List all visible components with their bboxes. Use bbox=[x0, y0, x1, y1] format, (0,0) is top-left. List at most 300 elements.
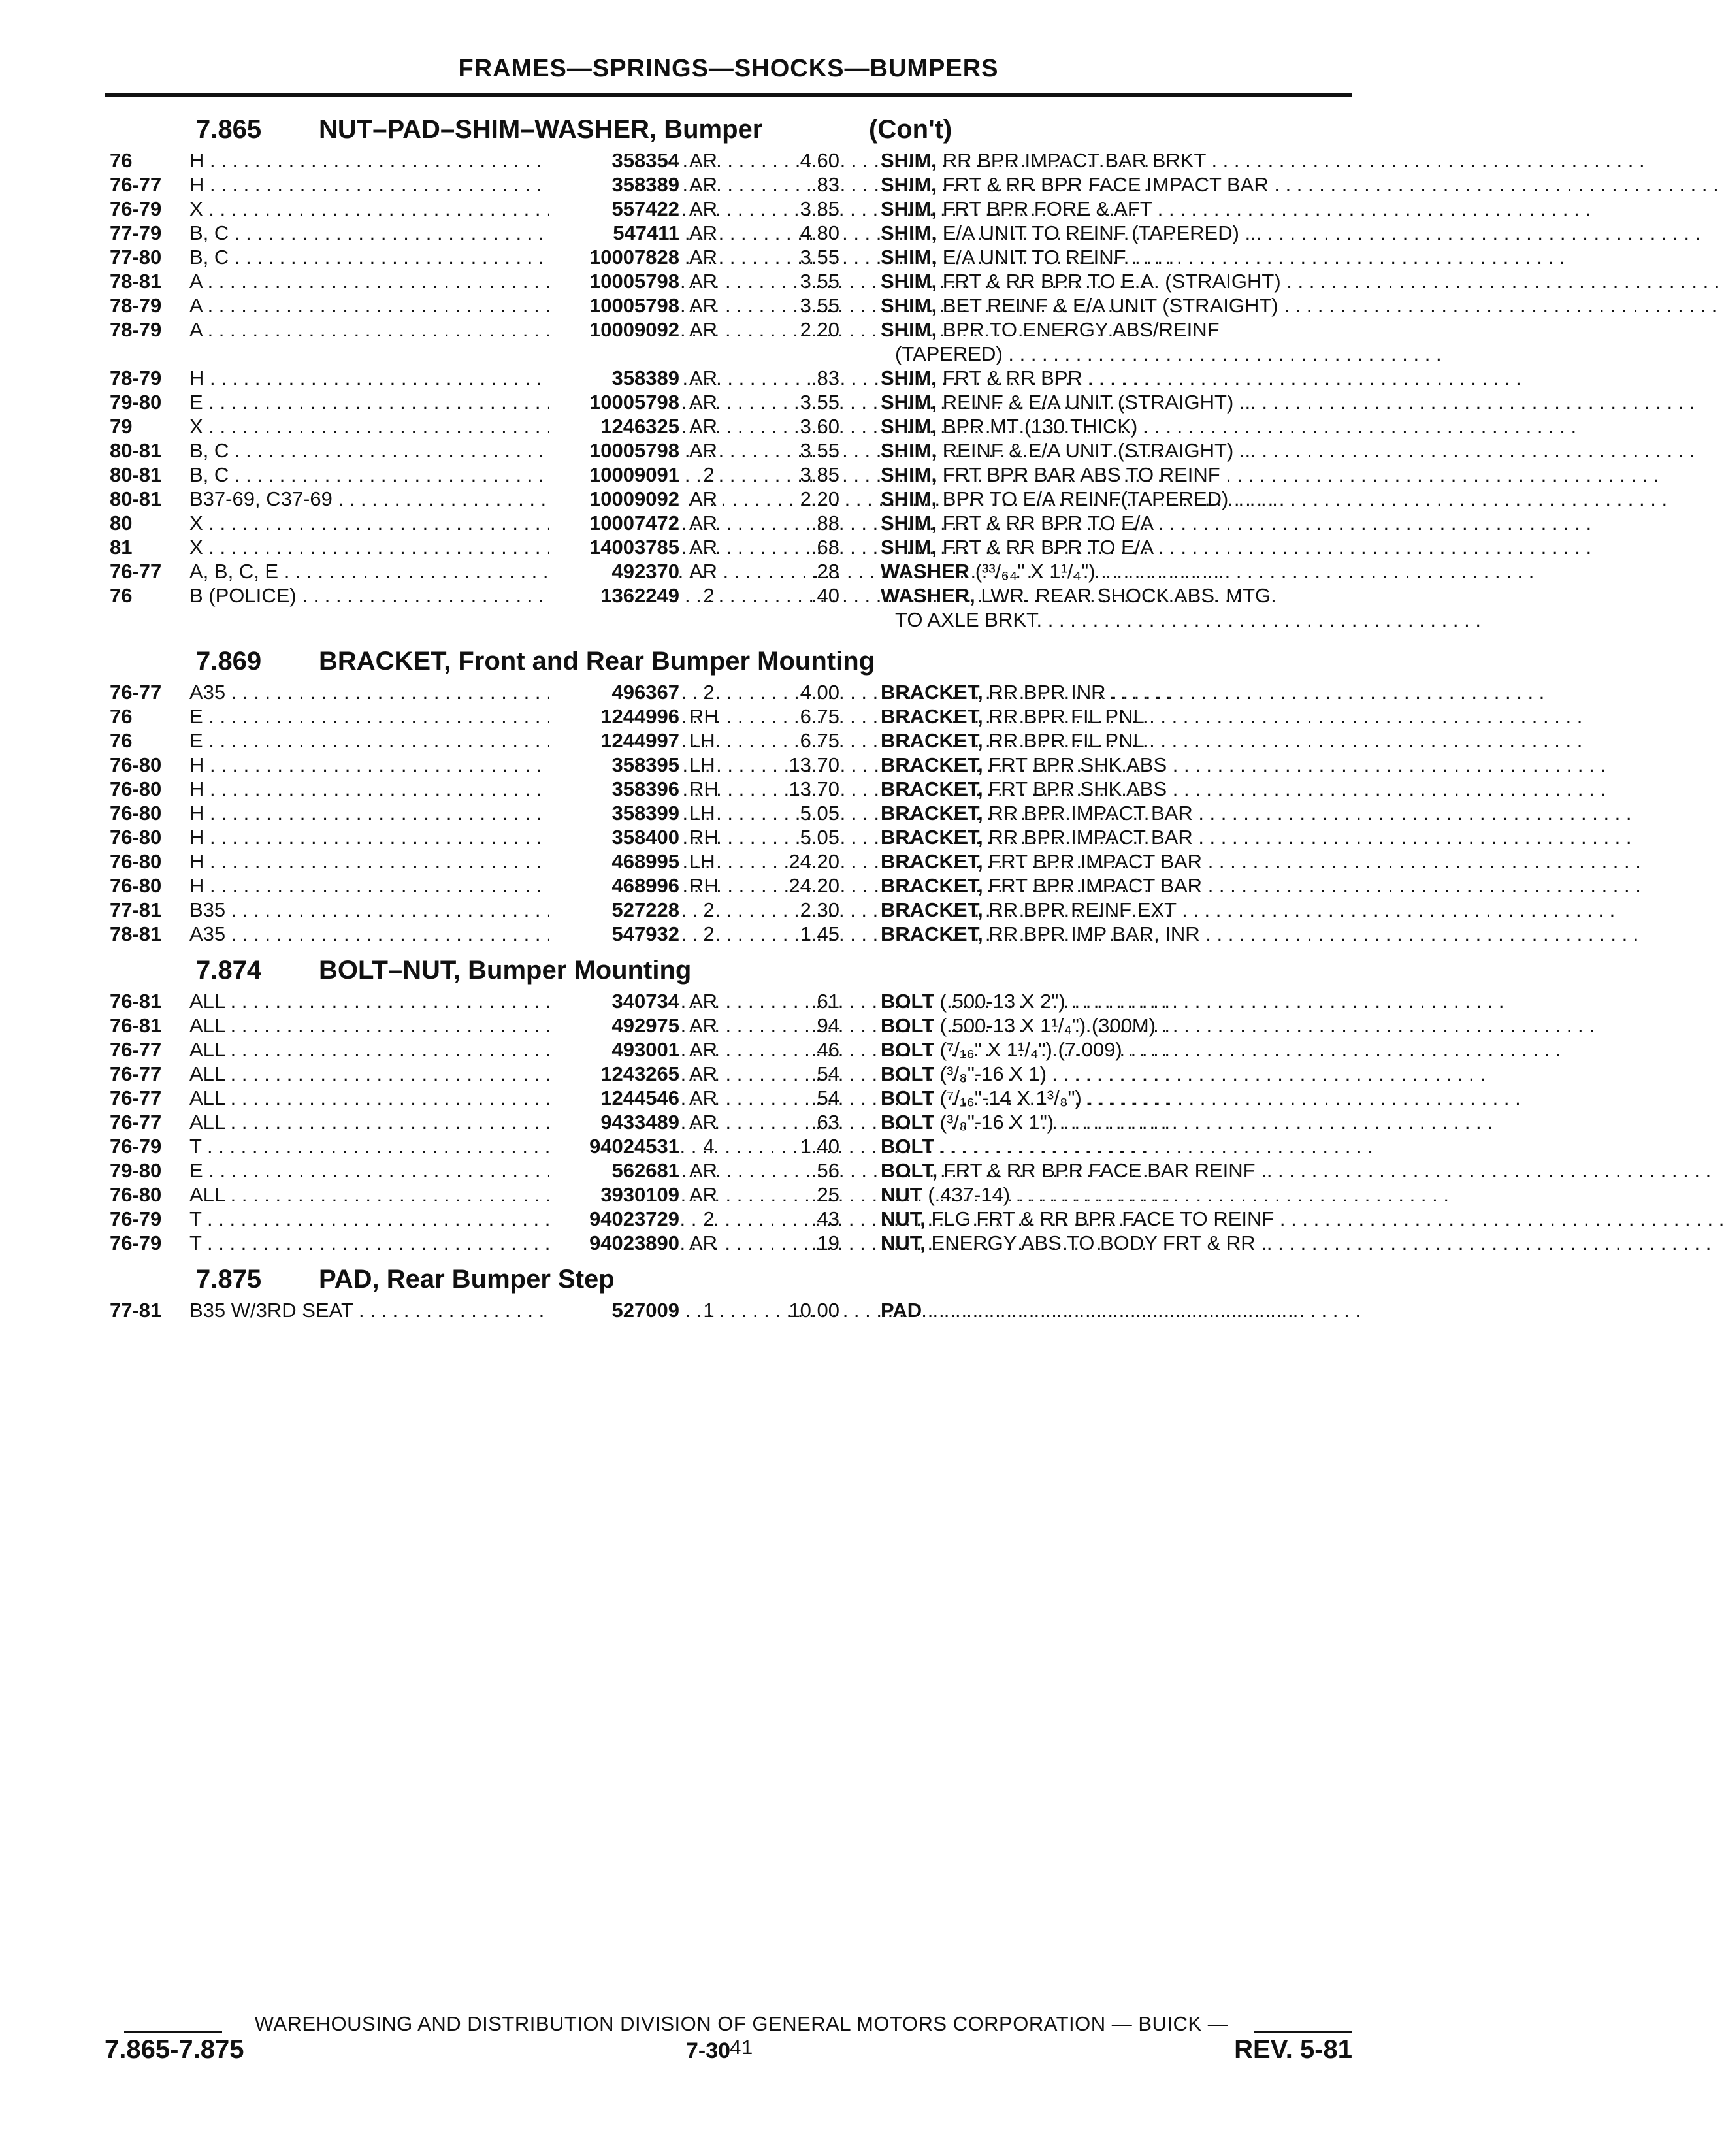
list-price: 24.20 bbox=[789, 850, 839, 873]
part-description bbox=[881, 990, 1504, 1013]
description-lead: BOLT, bbox=[881, 1159, 938, 1182]
list-price: 5.05 bbox=[800, 826, 839, 849]
part-number: 358395 bbox=[549, 753, 679, 777]
part-description bbox=[881, 705, 1583, 728]
table-row bbox=[105, 1207, 1724, 1232]
model-year: 80-81 bbox=[110, 463, 162, 486]
quantity: LH bbox=[689, 802, 715, 825]
part-number: 492370 bbox=[549, 560, 679, 583]
model-year: 76-80 bbox=[110, 802, 162, 825]
list-price: .61 bbox=[811, 990, 839, 1013]
part-number: 468995 bbox=[549, 850, 679, 874]
description-lead: SHIM, bbox=[881, 270, 937, 293]
quantity: AR bbox=[689, 246, 718, 269]
list-price: .63 bbox=[811, 1111, 839, 1134]
part-number: 1243265 bbox=[549, 1062, 679, 1086]
part-number: 468996 bbox=[549, 874, 679, 898]
footer-group-range: 7.865-7.875 bbox=[105, 2035, 244, 2064]
body-code: H . . . bbox=[189, 173, 647, 197]
quantity: AR bbox=[689, 560, 718, 583]
list-price: 24.20 bbox=[789, 874, 839, 897]
quantity: AR bbox=[689, 173, 718, 196]
part-description bbox=[881, 584, 1352, 608]
description-lead: SHIM, bbox=[881, 221, 937, 244]
list-price: 3.55 bbox=[800, 246, 839, 269]
quantity: 2 bbox=[703, 463, 715, 486]
description-lead: BOLT bbox=[881, 1038, 935, 1061]
description-text: (.500-13 X 1¹/₄") (300M) bbox=[939, 1014, 1156, 1037]
description-lead: BOLT bbox=[881, 1135, 935, 1158]
page-title: FRAMES—SPRINGS—SHOCKS—BUMPERS bbox=[458, 55, 999, 82]
part-number: 527009 bbox=[549, 1299, 679, 1322]
quantity: AR bbox=[689, 1159, 718, 1182]
description-text: RR BPR IMPACT BAR bbox=[988, 826, 1193, 849]
parts-sections bbox=[105, 111, 1724, 1323]
section-continued: (Con't) bbox=[869, 115, 952, 144]
part-description bbox=[881, 391, 1695, 414]
model-year: 76-77 bbox=[110, 173, 162, 196]
leader-dots: . . . . . . . . . . . . . . . . . . . . . . . . . . . . . . . . . . . . . . . bbox=[1256, 439, 1695, 462]
description-text: FRT BPR BAR ABS TO REINF bbox=[942, 463, 1220, 486]
model-year: 79-80 bbox=[110, 1159, 162, 1182]
part-number: 340734 bbox=[549, 990, 679, 1013]
part-number: 1244546 bbox=[549, 1086, 679, 1110]
leader-dots: . . . . . . . . . . . . . . . . . . . . . . . . . . . . . . . . . . . . . . . bbox=[1137, 415, 1577, 438]
list-price: 3.85 bbox=[800, 463, 839, 486]
part-description bbox=[881, 367, 1521, 390]
list-price: .43 bbox=[811, 1207, 839, 1230]
description-lead: BOLT bbox=[881, 1014, 935, 1037]
quantity: AR bbox=[689, 391, 718, 414]
part-description bbox=[881, 681, 1545, 704]
model-year: 77-81 bbox=[110, 1299, 162, 1322]
description-lead: BRACKET, bbox=[881, 753, 983, 776]
quantity: AR bbox=[689, 1014, 718, 1037]
quantity: AR bbox=[689, 367, 718, 389]
description-text-line2: TO AXLE BRKT. bbox=[895, 608, 1043, 631]
body-code: H . . . bbox=[189, 874, 647, 898]
table-row bbox=[105, 898, 1616, 923]
table-row bbox=[105, 197, 1591, 221]
model-year: 80 bbox=[110, 512, 133, 534]
part-number: 10009092 bbox=[549, 318, 679, 342]
model-year: 78-79 bbox=[110, 294, 162, 317]
body-code: B, C . . . bbox=[189, 246, 647, 269]
leader-dots: . . . . . . . . . . . . . . . . . . . . . . . . . . . . . . . . . . . . . . . bbox=[1205, 149, 1645, 172]
model-year: 76-80 bbox=[110, 753, 162, 776]
body-code: E . . . bbox=[189, 729, 647, 753]
body-code: ALL . . . bbox=[189, 990, 647, 1013]
body-code: E . . . bbox=[189, 391, 647, 414]
body-code: A35 . . . bbox=[189, 923, 647, 946]
part-description bbox=[881, 246, 1565, 269]
body-code: T . . . bbox=[189, 1135, 647, 1158]
description-text: (.500-13 X 2") bbox=[939, 990, 1065, 1013]
list-price: 10.00 bbox=[789, 1299, 839, 1322]
leader-dots: . . . . . . . . . . . . . . . . . . . . . . . . . . . . . . . . . . . . . . . bbox=[1279, 173, 1719, 196]
quantity: AR bbox=[689, 221, 718, 244]
part-description bbox=[881, 149, 1645, 172]
list-price: 2.30 bbox=[800, 898, 839, 921]
body-code: B, C . . . bbox=[189, 463, 647, 487]
body-code: A . . . bbox=[189, 294, 647, 318]
leader-dots: . . . . . . . . . . . . . . . . . . . . . . . . . . . . . . . . . . . . . . . bbox=[1278, 294, 1717, 317]
body-code: ALL . . . bbox=[189, 1062, 647, 1086]
description-text: FRT & RR BPR FACE IMPACT BAR . bbox=[942, 173, 1280, 196]
body-code: B (POLICE) . . . bbox=[189, 584, 647, 608]
part-description bbox=[881, 898, 1616, 922]
body-code: A35 . . . bbox=[189, 681, 647, 704]
list-price: 1.45 bbox=[800, 923, 839, 945]
part-number: 1362249 bbox=[549, 584, 679, 608]
table-row bbox=[105, 1014, 1595, 1038]
table-row bbox=[105, 705, 1583, 729]
model-year: 76-77 bbox=[110, 1038, 162, 1061]
part-description bbox=[881, 439, 1695, 463]
description-lead: SHIM, bbox=[881, 463, 937, 486]
list-price: .68 bbox=[811, 536, 839, 559]
model-year: 76 bbox=[110, 705, 133, 728]
description-lead: SHIM, bbox=[881, 294, 937, 317]
leader-dots: . . . . . . . . . . . . . . . . . . . . . . . . . . . . . . . . . . . . . . . bbox=[1167, 777, 1606, 800]
footer-revision: REV. 5-81 bbox=[1234, 2035, 1352, 2064]
leader-dots: . . . . . . . . . . . . . . . . . . . . . . . . . . . . . . . . . . . . . . . bbox=[1220, 463, 1659, 486]
description-lead: SHIM, bbox=[881, 536, 937, 559]
model-year: 76 bbox=[110, 584, 133, 607]
description-lead: WASHER bbox=[881, 560, 970, 583]
list-price: 4.80 bbox=[800, 221, 839, 244]
quantity: AR bbox=[689, 536, 718, 559]
list-price: 1.40 bbox=[800, 1135, 839, 1158]
list-price: 3.55 bbox=[800, 439, 839, 462]
part-number: 358354 bbox=[549, 149, 679, 172]
quantity: AR bbox=[689, 1038, 718, 1061]
description-text: FRT BPR SHK ABS bbox=[988, 753, 1167, 776]
description-lead: SHIM, bbox=[881, 367, 937, 389]
quantity: RH bbox=[689, 874, 719, 897]
leader-dots: . . . . . . . . . . . . . . . . . . . . . . . . . . . . . . . . . . . . . . . bbox=[1082, 367, 1521, 389]
part-description-continued bbox=[895, 342, 1442, 366]
table-row bbox=[105, 246, 1565, 270]
description-text: FRT & RR BPR TO E.A. (STRAIGHT) bbox=[942, 270, 1281, 293]
model-year: 76-79 bbox=[110, 1232, 162, 1254]
part-description bbox=[881, 270, 1720, 293]
part-number: 10005798 bbox=[549, 439, 679, 463]
description-lead: BOLT bbox=[881, 990, 935, 1013]
quantity: 2 bbox=[703, 584, 715, 607]
list-price: .83 bbox=[811, 173, 839, 196]
list-price: .25 bbox=[811, 1183, 839, 1206]
part-number: 557422 bbox=[549, 197, 679, 221]
leader-dots: . . . . . . . . . . . . . . . . . . . . . . . . . . . . . . . . . . . . . . . bbox=[1202, 874, 1641, 897]
description-text: RR BPR FIL PNL bbox=[988, 705, 1144, 728]
model-year: 77-80 bbox=[110, 246, 162, 269]
description-text: REINF & E/A UNIT (STRAIGHT) ... bbox=[942, 439, 1256, 462]
description-text: RR BPR IMPACT BAR BRKT bbox=[942, 149, 1206, 172]
table-row bbox=[105, 681, 1545, 705]
description-text: (³/₈"-16 X 1) bbox=[939, 1062, 1047, 1085]
model-year: 78-81 bbox=[110, 270, 162, 293]
table-row bbox=[105, 149, 1645, 173]
description-lead: BRACKET, bbox=[881, 826, 983, 849]
list-price: 3.55 bbox=[800, 270, 839, 293]
model-year: 76-77 bbox=[110, 1111, 162, 1134]
section-title: NUT–PAD–SHIM–WASHER, Bumper bbox=[319, 115, 763, 144]
description-text: RR BPR IMP BAR, INR bbox=[988, 923, 1200, 945]
body-code: X . . . bbox=[189, 415, 647, 438]
section-number: 7.875 bbox=[196, 1265, 262, 1294]
part-description bbox=[881, 512, 1592, 535]
part-number: 547932 bbox=[549, 923, 679, 946]
quantity: AR bbox=[689, 487, 718, 510]
model-year: 76 bbox=[110, 729, 133, 752]
leader-dots: . . . . . . . . . . . . . . . . . . . . . . . . . . . . . . . . . . . . . . . bbox=[1126, 246, 1565, 269]
part-number: 10009091 bbox=[549, 463, 679, 487]
part-description bbox=[881, 802, 1632, 825]
body-code: H . . . bbox=[189, 850, 647, 874]
footer-page-number: 7-30 bbox=[686, 2038, 731, 2063]
description-text: RR BPR REINF EXT bbox=[988, 898, 1177, 921]
body-code: B35 . . . bbox=[189, 898, 647, 922]
body-code: T . . . bbox=[189, 1232, 647, 1255]
description-text: (.437-14) bbox=[928, 1183, 1011, 1206]
body-code: H . . . bbox=[189, 367, 647, 390]
quantity: 4 bbox=[703, 1135, 715, 1158]
leader-dots: . . . . . . . . . . . . . . . . . . . . . . . . . . . . . . . . . . . . . . . bbox=[1010, 1183, 1449, 1206]
leader-dots: . . . . . . . . . . . . . . . . . . . . . . . . . . . . . . . . . . . . . . . bbox=[1002, 342, 1442, 365]
description-text: RR BPR FIL PNL bbox=[988, 729, 1144, 752]
body-code: A . . . bbox=[189, 318, 647, 342]
quantity: LH bbox=[689, 753, 715, 776]
part-description bbox=[881, 1111, 1493, 1134]
part-number: 358396 bbox=[549, 777, 679, 801]
model-year: 76-80 bbox=[110, 1183, 162, 1206]
model-year: 81 bbox=[110, 536, 133, 559]
leader-dots: . . . . . . . . . . . . . . . . . . . . . . . . . . . . . . . . . . . . . . . bbox=[1192, 826, 1632, 849]
description-lead: BRACKET, bbox=[881, 850, 983, 873]
leader-dots: . . . . . . . . . . . . . . . . . . . . . . . . . . . . . . . . . . . . . . . bbox=[1081, 1086, 1521, 1109]
leader-dots: . . . . . . . . . . . . . . . . . . . . . . . . . . . . . . . . . . . . . . . bbox=[1054, 1111, 1493, 1134]
table-row bbox=[105, 270, 1720, 294]
list-price: .28 bbox=[811, 560, 839, 583]
quantity: LH bbox=[689, 729, 715, 752]
part-number: 1244996 bbox=[549, 705, 679, 728]
list-price: .40 bbox=[811, 584, 839, 607]
table-row bbox=[105, 874, 1641, 898]
table-row bbox=[105, 777, 1606, 802]
body-code: E . . . bbox=[189, 1159, 647, 1183]
part-description bbox=[881, 826, 1632, 849]
description-text: (⁷/₁₆"-14 X 1³/₈") bbox=[939, 1086, 1082, 1109]
part-number: 493001 bbox=[549, 1038, 679, 1062]
list-price: 3.85 bbox=[800, 197, 839, 220]
table-row bbox=[105, 1062, 1486, 1086]
part-number: 358399 bbox=[549, 802, 679, 825]
description-lead: WASHER, bbox=[881, 584, 975, 607]
table-row bbox=[105, 294, 1717, 318]
body-code: B, C . . . bbox=[189, 221, 647, 245]
leader-dots: . . . . . . . . . . . . . . . . . . . . . . . . . . . . . . . . . . . . . . . bbox=[939, 1135, 1373, 1158]
model-year: 80-81 bbox=[110, 439, 162, 462]
description-text: BPR TO E/A REINF(TAPERED) bbox=[942, 487, 1229, 510]
description-lead: SHIM, bbox=[881, 246, 937, 269]
model-year: 76-77 bbox=[110, 681, 162, 704]
leader-dots: . . . . . . . . . . . . . . . . . . . . . . . . . . . . . . . . . . . . . . . bbox=[1167, 753, 1606, 776]
part-number: 94023890 bbox=[549, 1232, 679, 1255]
quantity: AR bbox=[689, 1183, 718, 1206]
description-lead: SHIM, bbox=[881, 173, 937, 196]
part-number: 94023729 bbox=[549, 1207, 679, 1231]
leader-dots: . . . . . . . . . . . . . . . . . . . . . . . . . . . . . . . . . . . . . . . bbox=[1176, 898, 1616, 921]
part-number: 10005798 bbox=[549, 391, 679, 414]
table-row bbox=[105, 1111, 1493, 1135]
table-row bbox=[105, 221, 1701, 246]
model-year: 76-80 bbox=[110, 777, 162, 800]
leader-dots: . . . . . . . . . . . . . . . . . . . . . . . . . . . . . . . . . . . . . . . bbox=[927, 1299, 1361, 1322]
table-row bbox=[105, 990, 1504, 1014]
leader-dots: . . . . . . . . . . . . . . . . . . . . . . . . . . . . . . . . . . . . . . . bbox=[1143, 729, 1583, 752]
quantity: AR bbox=[689, 149, 718, 172]
section-spacer bbox=[105, 947, 1352, 952]
quantity: AR bbox=[689, 270, 718, 293]
leader-dots: . . . . . . . . . . . . . . . . . . . . . . . . . . . . . . . . . . . . . . . bbox=[1065, 990, 1504, 1013]
part-description bbox=[881, 1062, 1486, 1086]
part-description bbox=[881, 1038, 1561, 1062]
list-price: 3.60 bbox=[800, 415, 839, 438]
description-text: FRT & RR BPR TO E/A bbox=[942, 512, 1153, 534]
quantity: AR bbox=[689, 512, 718, 534]
part-number: 527228 bbox=[549, 898, 679, 922]
leader-dots: . . . . . . . . . . . . . . . . . . . . . . . . . . . . . . . . . . . . . . . bbox=[1202, 850, 1641, 873]
list-price: 13.70 bbox=[789, 753, 839, 776]
body-code: H . . . bbox=[189, 826, 647, 849]
part-number: 1244997 bbox=[549, 729, 679, 753]
model-year: 78-79 bbox=[110, 367, 162, 389]
part-description bbox=[881, 729, 1583, 753]
table-row bbox=[105, 173, 1719, 197]
quantity: AR bbox=[689, 1232, 718, 1254]
body-code: B35 W/3RD SEAT . . . bbox=[189, 1299, 647, 1322]
list-price: 13.70 bbox=[789, 777, 839, 800]
leader-dots: . . . . . . . . . . . . . . . . . . . . . . . . . . . . . . . . . . . . . . . bbox=[1272, 1159, 1712, 1182]
description-lead: SHIM, bbox=[881, 318, 937, 341]
description-lead: SHIM, bbox=[881, 439, 937, 462]
part-description bbox=[881, 1183, 1449, 1207]
body-code: X . . . bbox=[189, 197, 647, 221]
description-text: FRT & RR BPR FACE BAR REINF .. bbox=[943, 1159, 1273, 1182]
description-lead: SHIM, bbox=[881, 512, 937, 534]
description-text: FRT & RR BPR TO E/A bbox=[942, 536, 1153, 559]
quantity: AR bbox=[689, 990, 718, 1013]
description-lead: BRACKET, bbox=[881, 705, 983, 728]
part-number: 10005798 bbox=[549, 270, 679, 293]
quantity: 2 bbox=[703, 681, 715, 704]
section-heading bbox=[105, 643, 1352, 681]
description-text: (³³/₆₄" X 1¹/₄") bbox=[975, 560, 1096, 583]
description-lead: BRACKET, bbox=[881, 802, 983, 825]
body-code: H . . . bbox=[189, 753, 647, 777]
description-lead: SHIM, bbox=[881, 391, 937, 414]
body-code: X . . . bbox=[189, 512, 647, 535]
table-row bbox=[105, 729, 1583, 753]
quantity: AR bbox=[689, 1062, 718, 1085]
section-heading bbox=[105, 111, 1352, 149]
table-row bbox=[105, 850, 1641, 874]
part-description bbox=[881, 536, 1592, 559]
leader-dots: . . . . . . . . . . . . . . . . . . . . . . . . . . . . . . . . . . . . . . . bbox=[1285, 1207, 1724, 1230]
table-row bbox=[105, 1183, 1449, 1207]
model-year: 76-79 bbox=[110, 197, 162, 220]
model-year: 76-81 bbox=[110, 1014, 162, 1037]
body-code: ALL . . . bbox=[189, 1014, 647, 1037]
model-year: 76-79 bbox=[110, 1135, 162, 1158]
leader-dots: . . . . . . . . . . . . . . . . . . . . . . . . . . . . . . . . . . . . . . . bbox=[1261, 221, 1701, 244]
section-number: 7.874 bbox=[196, 956, 262, 985]
part-number: 358389 bbox=[549, 367, 679, 390]
body-code: B37-69, C37-69 . . . bbox=[189, 487, 647, 511]
list-price: .54 bbox=[811, 1086, 839, 1109]
table-row bbox=[105, 826, 1632, 850]
part-description bbox=[881, 1014, 1595, 1037]
model-year: 77-79 bbox=[110, 221, 162, 244]
table-row bbox=[105, 487, 1668, 512]
section-spacer bbox=[105, 1256, 1352, 1261]
leader-dots: . . . . . . . . . . . . . . . . . . . . . . . . . . . . . . . . . . . . . . . bbox=[1042, 608, 1481, 631]
model-year: 76-80 bbox=[110, 850, 162, 873]
quantity: AR bbox=[689, 197, 718, 220]
section-title: BRACKET, Front and Rear Bumper Mounting bbox=[319, 647, 875, 676]
description-lead: BRACKET, bbox=[881, 729, 983, 752]
description-lead: BRACKET, bbox=[881, 898, 983, 921]
description-lead: SHIM, bbox=[881, 487, 937, 510]
description-lead: NUT bbox=[881, 1183, 922, 1206]
quantity: RH bbox=[689, 826, 719, 849]
description-text: REINF & E/A UNIT (STRAIGHT) ... bbox=[942, 391, 1256, 414]
part-number: 14003785 bbox=[549, 536, 679, 559]
table-row bbox=[105, 1086, 1521, 1111]
quantity: 2 bbox=[703, 923, 715, 945]
quantity: LH bbox=[689, 850, 715, 873]
quantity: AR bbox=[689, 294, 718, 317]
part-description bbox=[881, 777, 1606, 801]
model-year: 79 bbox=[110, 415, 133, 438]
section-number: 7.869 bbox=[196, 647, 262, 676]
model-year: 76-80 bbox=[110, 874, 162, 897]
part-number: 10009092 bbox=[549, 487, 679, 511]
model-year: 76 bbox=[110, 149, 133, 172]
table-row bbox=[105, 463, 1659, 487]
description-text-line2: (TAPERED) bbox=[895, 342, 1003, 365]
table-row bbox=[105, 584, 1481, 632]
list-price: .83 bbox=[811, 367, 839, 389]
list-price: .54 bbox=[811, 1062, 839, 1085]
table-row bbox=[105, 415, 1577, 439]
part-number: 358400 bbox=[549, 826, 679, 849]
part-description bbox=[881, 415, 1577, 438]
leader-dots: . . . . . . . . . . . . . . . . . . . . . . . . . . . . . . . . . . . . . . . bbox=[1152, 197, 1591, 220]
table-row bbox=[105, 753, 1606, 777]
part-description bbox=[881, 318, 1352, 342]
part-description bbox=[881, 874, 1641, 898]
description-text: E/A UNIT TO REINF (TAPERED) ... bbox=[942, 221, 1262, 244]
part-description bbox=[881, 463, 1659, 487]
leader-dots: . . . . . . . . . . . . . . . . . . . . . . . . . . . . . . . . . . . . . . . bbox=[1105, 681, 1545, 704]
part-number: 562681 bbox=[549, 1159, 679, 1183]
section-heading bbox=[105, 1261, 1352, 1299]
part-number: 9433489 bbox=[549, 1111, 679, 1134]
table-row bbox=[105, 1232, 1712, 1256]
table-row bbox=[105, 1135, 1373, 1159]
